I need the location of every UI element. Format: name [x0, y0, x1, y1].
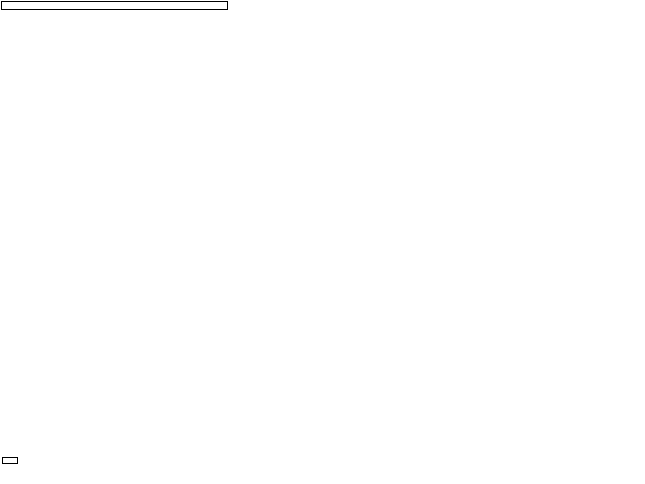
info-box [1, 1, 228, 10]
model-label [2, 457, 18, 464]
